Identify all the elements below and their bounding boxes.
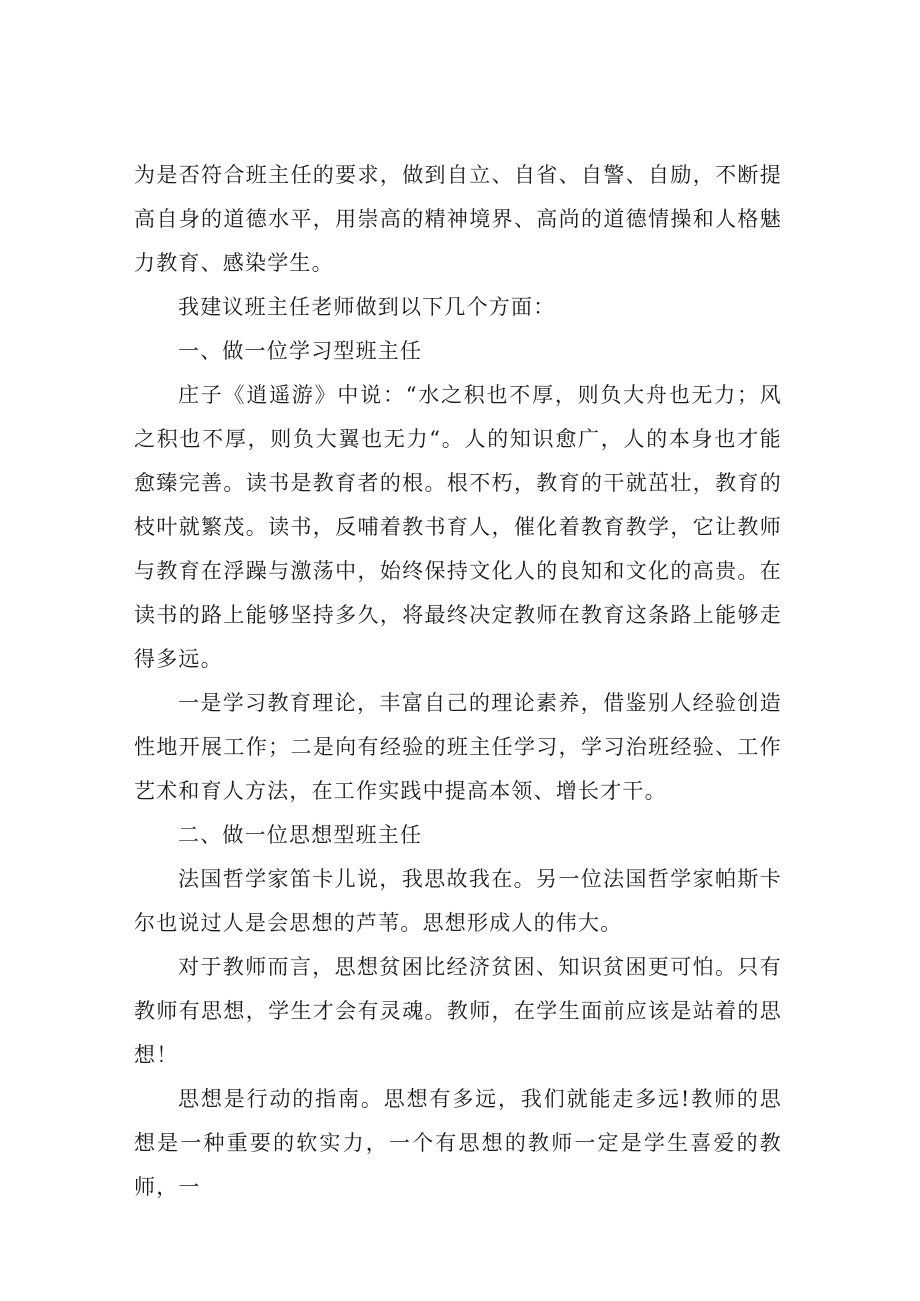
paragraph-7: 思想是行动的指南。思想有多远，我们就能走多远!教师的思想是一种重要的软实力，一个有思想的教师一定是学生喜爱的教师，一 [134,1087,782,1199]
paragraph-4: 一是学习教育理论，丰富自己的理论素养，借鉴别人经验创造性地开展工作；二是向有经验的班主任学习，学习治班经验、工作艺术和育人方法，在工作实践中提高本领、增长才干。 [134,691,782,803]
paragraph-6: 对于教师而言，思想贫困比经济贫困、知识贫困更可怕。只有教师有思想，学生才会有灵魂。教师，在学生面前应该是站着的思想！ [134,955,782,1067]
section-heading-1: 一、做一位学习型班主任 [178,339,423,363]
paragraph-3: 庄子《逍遥游》中说：“水之积也不厚，则负大舟也无力；风之积也不厚，则负大翼也无力“。人的知识愈广，人的本身也才能愈臻完善。读书是教育者的根。根不朽，教育的干就茁壮，教育的枝叶就繁茂。读书，反哺着教书育人，催化着教育教学，它让教师与教育在浮躁与激荡中，始终保持文化人的良知和文化的高贵。在读书的路上能够坚持多久，将最终决定教师在教育这条路上能够走得多远。 [134,383,782,671]
paragraph-5: 法国哲学家笛卡儿说，我思故我在。另一位法国哲学家帕斯卡尔也说过人是会思想的芦苇。思想形成人的伟大。 [134,867,782,935]
document-body [134,153,782,1209]
paragraph-1: 为是否符合班主任的要求，做到自立、自省、自警、自励，不断提高自身的道德水平，用崇高的精神境界、高尚的道德情操和人格魅力教育、感染学生。 [134,163,782,275]
section-heading-2: 二、做一位思想型班主任 [178,823,423,847]
paragraph-2: 我建议班主任老师做到以下几个方面： [178,295,556,319]
